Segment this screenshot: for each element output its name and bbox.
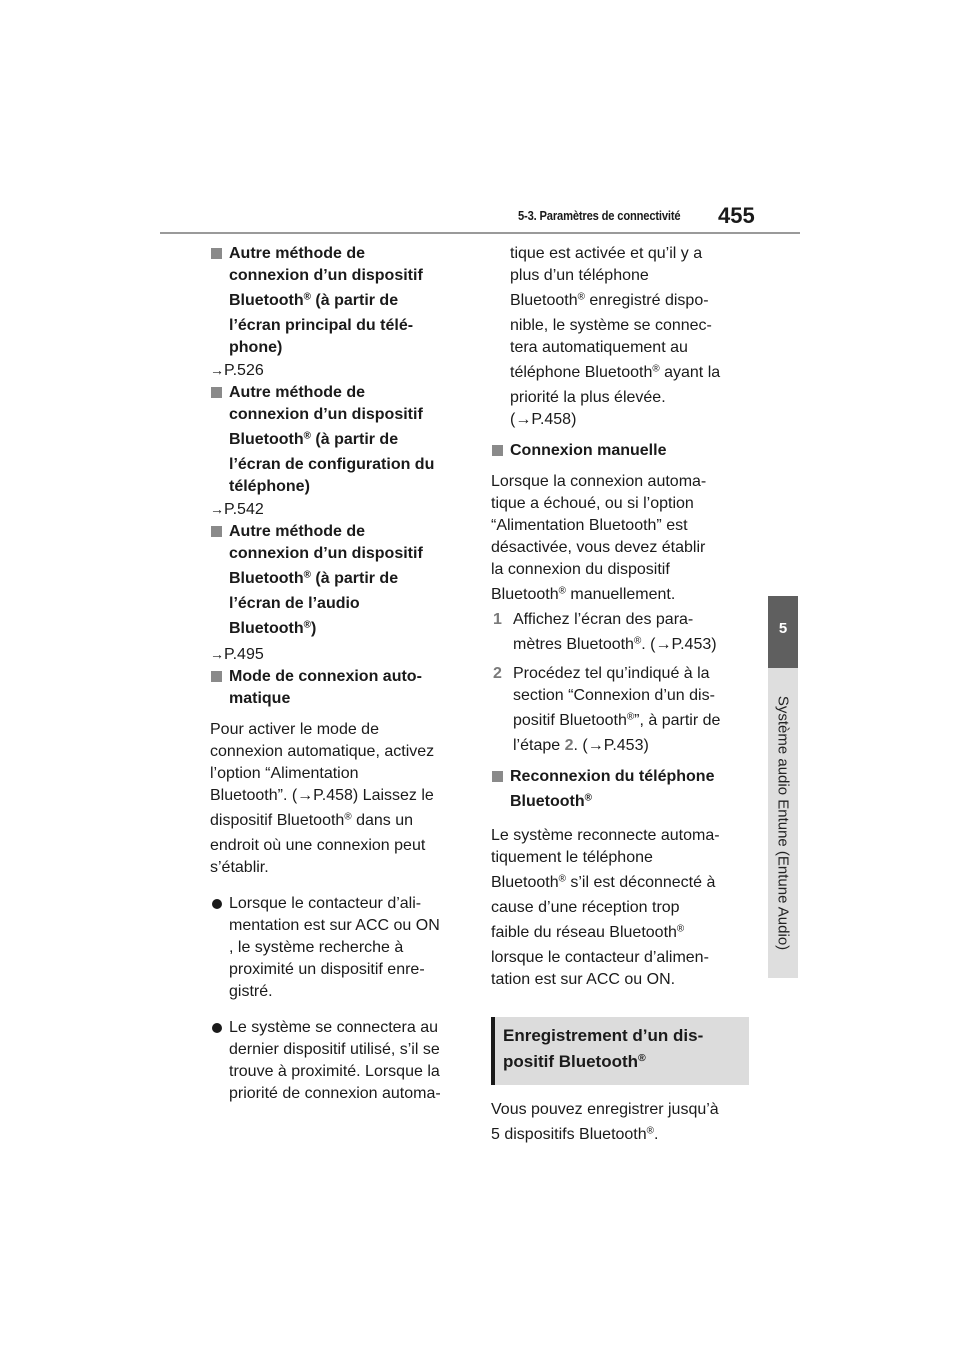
arrow-icon: → [655, 636, 672, 653]
chapter-title: Système audio Entune (Entune Audio) [774, 695, 792, 951]
step-number: 1 [493, 611, 502, 628]
step-1: 1 Affichez l’écran des para- mètres Bluetooth®. (→P.453) [493, 611, 717, 653]
chapter-number: 5 [778, 620, 788, 637]
arrow-icon: → [587, 737, 604, 754]
heading-reconnection: Reconnexion du téléphone Bluetooth® [491, 766, 751, 816]
heading-other-method-main-screen: Autre méthode de connexion d’un dispositif Bluetooth® (à partir de l’écran principal du télé- phone) [210, 243, 468, 359]
heading-manual-connection: Connexion manuelle [491, 440, 751, 462]
heading-other-method-config-screen: Autre méthode de connexion d’un dispositif Bluetooth® (à partir de l’écran de configuration du téléphone) [210, 382, 468, 498]
heading-other-method-audio-screen: Autre méthode de connexion d’un dispositif Bluetooth® (à partir de l’écran de l’audio Bluetooth®) [210, 521, 468, 643]
step-number: 2 [493, 665, 502, 682]
paragraph-auto-connection: Pour activer le mode de connexion automatique, activez l’option “Alimentation Bluetooth”. (→P.458) Laissez le dispositif Bluetooth® dans un endroit où une connexion peut s’établir. [210, 721, 435, 876]
page-reference: →P.526 [210, 362, 264, 379]
arrow-icon: → [210, 646, 224, 662]
registration-section-header: Enregistrement d’un dis- positif Bluetooth® [491, 1017, 749, 1085]
arrow-icon: → [297, 787, 314, 804]
paragraph-continuation: tique est activée et qu’il y a plus d’un téléphone Bluetooth® enregistré dispo- nible, le système se connec- tera automatiquement au téléphone Bluetooth® ayant la priorité la plus élevée. (→P.458) [510, 245, 721, 428]
step-2: 2 Procédez tel qu’indiqué à la section “Connexion d’un dis- positif Bluetooth®”, à partir de l’étape 2. (→P.453) [493, 665, 721, 754]
paragraph-registration: Vous pouvez enregistrer jusqu’à 5 dispositifs Bluetooth®. [491, 1101, 719, 1143]
header-rule [160, 232, 800, 234]
section-title: 5-3. Paramètres de connectivité [518, 208, 681, 223]
list-item: Le système se connectera au dernier dispositif utilisé, s’il se trouve à proximité. Lorsque la priorité de connexion automa- [210, 1017, 468, 1105]
paragraph-manual-connection: Lorsque la connexion automa- tique a échoué, ou si l’option “Alimentation Bluetooth” est désactivée, vous devez établir la connexion du dispositif Bluetooth® manuellement. [491, 473, 707, 603]
right-column [491, 243, 751, 1149]
page-reference: →P.542 [210, 501, 264, 518]
arrow-icon: → [210, 362, 224, 378]
left-column [210, 243, 468, 1105]
page-reference: →P.495 [210, 646, 264, 663]
heading-auto-connection-mode: Mode de connexion auto- matique [210, 666, 468, 710]
arrow-icon: → [515, 411, 532, 428]
paragraph-reconnection: Le système reconnecte automa- tiquement le téléphone Bluetooth® s’il est déconnecté à cause d’une réception trop faible du réseau Bluetooth® lorsque le contacteur d’alimen- tation est sur ACC ou ON. [491, 827, 720, 988]
list-item: Lorsque le contacteur d’ali- mentation est sur ACC ou ON , le système recherche à proximité un dispositif enre- gistré. [210, 893, 468, 1003]
arrow-icon: → [210, 501, 224, 517]
page-number: 455 [718, 203, 755, 228]
